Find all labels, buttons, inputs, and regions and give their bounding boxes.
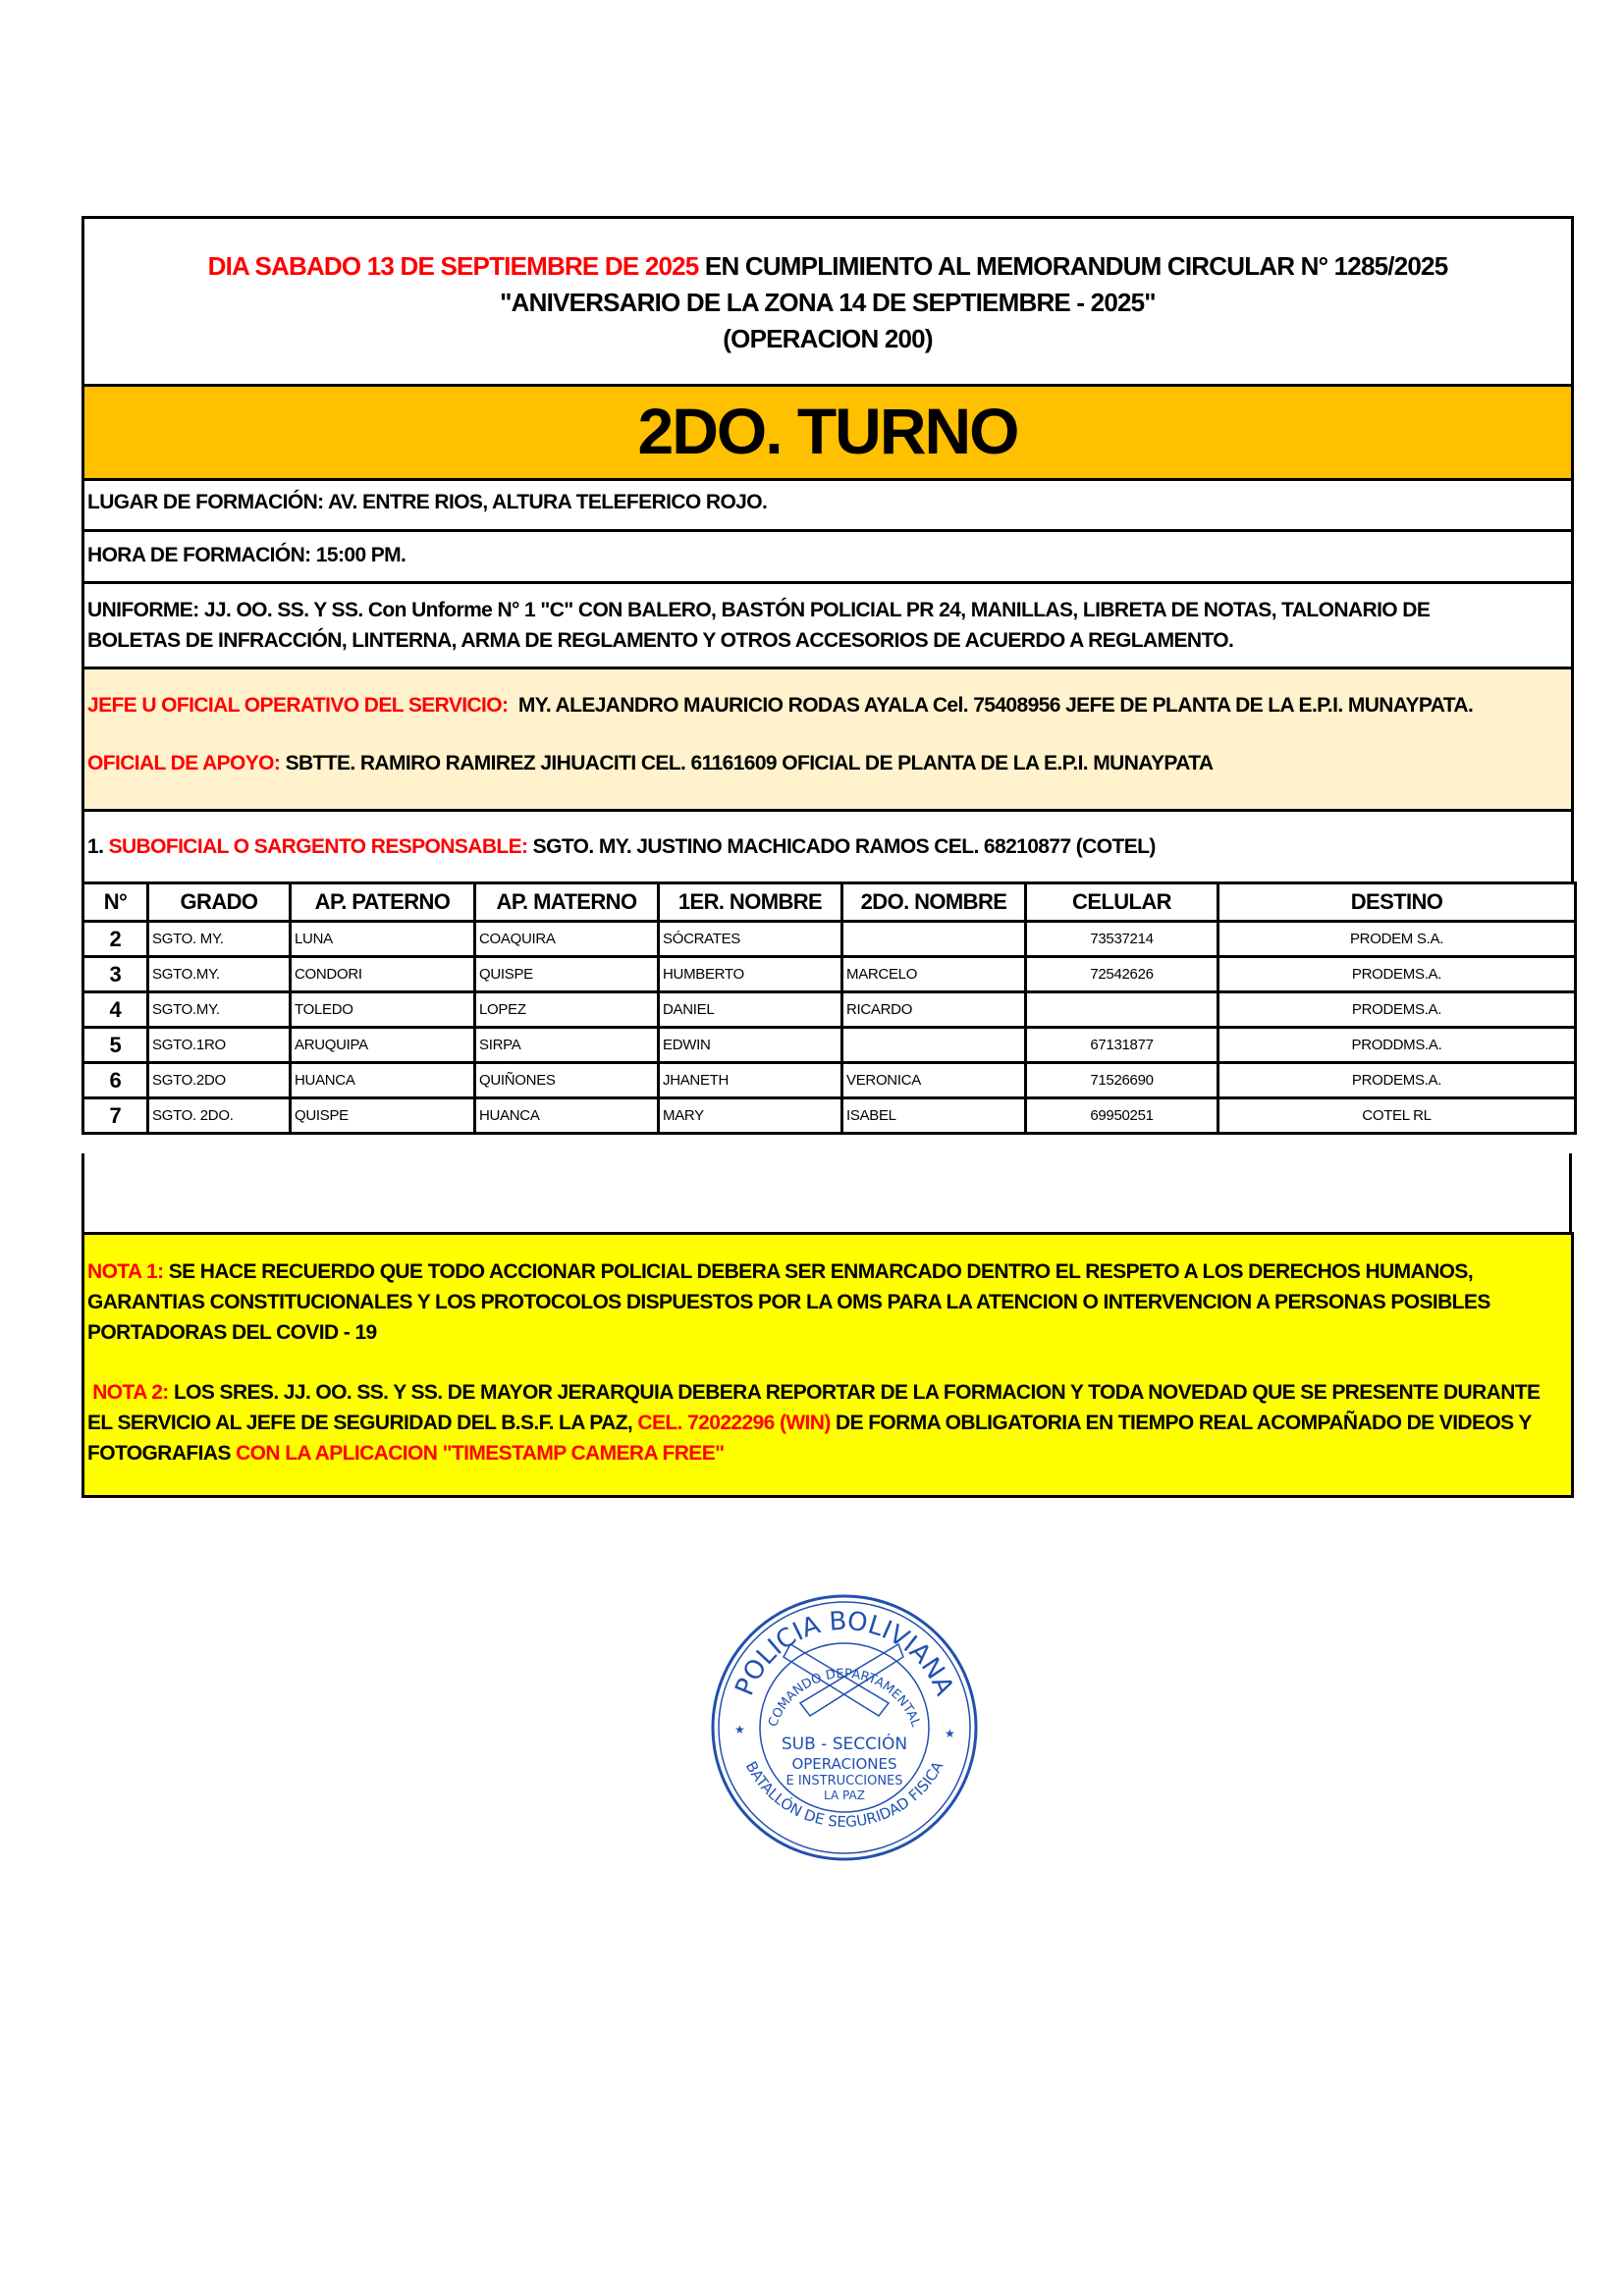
nota-2-text-1: LOS SRES. JJ. OO. SS. Y SS. DE MAYOR JERARQUIA DEBERA REPORTAR DE LA FORMACION Y TODA NOVEDAD QUE SE PRESENTE DURANTE EL SERVICIO AL JEFE DE SEGURIDAD DEL B.S.F. LA PAZ,	[87, 1381, 1541, 1434]
cell-ap-paterno: CONDORI	[291, 957, 475, 992]
cell-2do-nombre	[842, 1028, 1026, 1063]
cell-destino: PRODEMS.A.	[1218, 957, 1576, 992]
cell-ap-materno: LOPEZ	[475, 992, 659, 1028]
cell-2do-nombre: RICARDO	[842, 992, 1026, 1028]
cell-no: 3	[83, 957, 148, 992]
cell-ap-paterno: TOLEDO	[291, 992, 475, 1028]
cell-grado: SGTO.MY.	[148, 957, 291, 992]
cell-celular: 71526690	[1026, 1063, 1218, 1098]
cell-celular: 73537214	[1026, 922, 1218, 957]
jefe-value: MY. ALEJANDRO MAURICIO RODAS AYALA Cel. 75408956 JEFE DE PLANTA DE LA E.P.I. MUNAYPATA.	[508, 694, 1474, 717]
svg-text:COMANDO DEPARTAMENTAL	[766, 1667, 923, 1730]
uniforme-line-1: UNIFORME: JJ. OO. SS. Y SS. Con Unforme N° 1 "C" CON BALERO, BASTÓN POLICIAL PR 24, MANILLAS, LIBRETA DE NOTAS, TALONARIO DE	[87, 599, 1431, 621]
table-row	[83, 1063, 1576, 1098]
seal-center-4: LA PAZ	[824, 1789, 865, 1802]
seal-inner-top: COMANDO DEPARTAMENTAL	[766, 1666, 923, 1730]
cell-ap-materno: HUANCA	[475, 1098, 659, 1134]
suboficial-prefix: 1.	[87, 835, 109, 858]
nota-2-cel: CEL. 72022296 (WIN)	[637, 1412, 831, 1434]
police-seal	[707, 1590, 982, 1865]
header-ap-materno: AP. MATERNO	[475, 883, 659, 922]
uniforme-line-2: BOLETAS DE INFRACCIÓN, LINTERNA, ARMA DE REGLAMENTO Y OTROS ACCESORIOS DE ACUERDO A REGLAMENTO.	[87, 629, 1234, 652]
turno-title: 2DO. TURNO	[637, 395, 1018, 467]
cell-ap-paterno: QUISPE	[291, 1098, 475, 1134]
cell-ap-materno: SIRPA	[475, 1028, 659, 1063]
nota-2	[87, 1377, 1568, 1468]
cell-1er-nombre: HUMBERTO	[659, 957, 842, 992]
header-date: DIA SABADO 13 DE SEPTIEMBRE DE 2025	[207, 251, 699, 281]
cell-destino: PRODEMS.A.	[1218, 1063, 1576, 1098]
table-row	[83, 1028, 1576, 1063]
seal-outer-top: POLICIA BOLIVIANA	[730, 1606, 959, 1700]
cell-1er-nombre: SÓCRATES	[659, 922, 842, 957]
nota-2-label: NOTA 2:	[87, 1381, 169, 1404]
seal-outer-bottom: BATALLÓN DE SEGURIDAD FISICA	[741, 1758, 947, 1832]
cell-no: 6	[83, 1063, 148, 1098]
cell-grado: SGTO.MY.	[148, 992, 291, 1028]
jefe-line	[87, 694, 1568, 718]
cell-destino: COTEL RL	[1218, 1098, 1576, 1134]
cell-ap-materno: QUIÑONES	[475, 1063, 659, 1098]
nota-2-app: CON LA APLICACION "TIMESTAMP CAMERA FREE"	[236, 1442, 725, 1465]
cell-grado: SGTO. 2DO.	[148, 1098, 291, 1134]
header-line-1	[84, 248, 1571, 285]
header-destino: DESTINO	[1218, 883, 1576, 922]
cell-celular: 69950251	[1026, 1098, 1218, 1134]
cell-2do-nombre: VERONICA	[842, 1063, 1026, 1098]
table-header-row	[83, 883, 1576, 922]
header-celular: CELULAR	[1026, 883, 1218, 922]
cell-ap-paterno: HUANCA	[291, 1063, 475, 1098]
apoyo-line	[87, 752, 1568, 775]
cell-ap-paterno: LUNA	[291, 922, 475, 957]
blank-row	[81, 1153, 1572, 1235]
nota-2-text-2: DE FORMA OBLIGATORIA EN TIEMPO REAL ACOMPAÑADO DE VIDEOS Y FOTOGRAFIAS	[87, 1412, 1532, 1465]
header-ap-paterno: AP. PATERNO	[291, 883, 475, 922]
lugar-text: LUGAR DE FORMACIÓN: AV. ENTRE RIOS, ALTURA TELEFERICO ROJO.	[87, 491, 768, 513]
svg-text:POLICIA BOLIVIANA	[730, 1607, 958, 1700]
header-operation: (OPERACION 200)	[723, 324, 933, 353]
header-memo: EN CUMPLIMIENTO AL MEMORANDUM CIRCULAR N° 1285/2025	[698, 251, 1448, 281]
seal-center-1: SUB - SECCIÓN	[781, 1735, 908, 1754]
table-row	[83, 922, 1576, 957]
nota-1	[87, 1256, 1568, 1348]
cell-destino: PRODEMS.A.	[1218, 992, 1576, 1028]
cell-celular	[1026, 992, 1218, 1028]
suboficial-row	[81, 809, 1574, 884]
table-row	[83, 992, 1576, 1028]
turno-banner	[81, 384, 1574, 481]
cell-celular: 72542626	[1026, 957, 1218, 992]
header-no: N°	[83, 883, 148, 922]
cell-no: 5	[83, 1028, 148, 1063]
nota-1-label: NOTA 1:	[87, 1260, 164, 1283]
seal-center-3: E INSTRUCCIONES	[785, 1774, 903, 1789]
cell-ap-materno: QUISPE	[475, 957, 659, 992]
cell-1er-nombre: MARY	[659, 1098, 842, 1134]
notes-section	[81, 1232, 1574, 1498]
table-row	[83, 957, 1576, 992]
header-grado: GRADO	[148, 883, 291, 922]
suboficial-line	[87, 835, 1568, 859]
cell-1er-nombre: DANIEL	[659, 992, 842, 1028]
cell-1er-nombre: JHANETH	[659, 1063, 842, 1098]
cell-destino: PRODDMS.A.	[1218, 1028, 1576, 1063]
cell-grado: SGTO.1RO	[148, 1028, 291, 1063]
cell-ap-paterno: ARUQUIPA	[291, 1028, 475, 1063]
seal-star-left: ★	[734, 1723, 745, 1736]
hora-text: HORA DE FORMACIÓN: 15:00 PM.	[87, 544, 406, 566]
personnel-table	[81, 881, 1577, 1135]
seal-star-right: ★	[945, 1727, 955, 1740]
cell-1er-nombre: EDWIN	[659, 1028, 842, 1063]
cell-destino: PRODEM S.A.	[1218, 922, 1576, 957]
cell-2do-nombre: ISABEL	[842, 1098, 1026, 1134]
table-row	[83, 1098, 1576, 1134]
apoyo-label: OFICIAL DE APOYO:	[87, 752, 281, 774]
apoyo-value: SBTTE. RAMIRO RAMIREZ JIHUACITI CEL. 61161609 OFICIAL DE PLANTA DE LA E.P.I. MUNAYPATA	[280, 752, 1214, 774]
uniforme-row	[81, 581, 1574, 669]
cell-grado: SGTO. MY.	[148, 922, 291, 957]
seal-center-2: OPERACIONES	[791, 1755, 897, 1773]
cell-no: 7	[83, 1098, 148, 1134]
lugar-row	[81, 478, 1574, 532]
jefe-label: JEFE U OFICIAL OPERATIVO DEL SERVICIO:	[87, 694, 509, 717]
cell-no: 2	[83, 922, 148, 957]
nota-1-text: SE HACE RECUERDO QUE TODO ACCIONAR POLICIAL DEBERA SER ENMARCADO DENTRO EL RESPETO A LOS DERECHOS HUMANOS, GARANTIAS CONSTITUCIONALES Y LOS PROTOCOLOS DISPUESTOS POR LA OMS PARA LA ATENCION O INTERVENCION A PERSONAS POSIBLES PORTADORAS DEL COVID - 19	[87, 1260, 1490, 1344]
officers-section	[81, 667, 1574, 812]
header-1er-nombre: 1ER. NOMBRE	[659, 883, 842, 922]
hora-row	[81, 529, 1574, 584]
header-section	[81, 216, 1574, 387]
cell-no: 4	[83, 992, 148, 1028]
header-event: "ANIVERSARIO DE LA ZONA 14 DE SEPTIEMBRE - 2025"	[500, 288, 1156, 317]
suboficial-value: SGTO. MY. JUSTINO MACHICADO RAMOS CEL. 68210877 (COTEL)	[527, 835, 1156, 858]
cell-2do-nombre	[842, 922, 1026, 957]
cell-celular: 67131877	[1026, 1028, 1218, 1063]
cell-2do-nombre: MARCELO	[842, 957, 1026, 992]
suboficial-label: SUBOFICIAL O SARGENTO RESPONSABLE:	[108, 835, 528, 858]
cell-grado: SGTO.2DO	[148, 1063, 291, 1098]
cell-ap-materno: COAQUIRA	[475, 922, 659, 957]
header-2do-nombre: 2DO. NOMBRE	[842, 883, 1026, 922]
